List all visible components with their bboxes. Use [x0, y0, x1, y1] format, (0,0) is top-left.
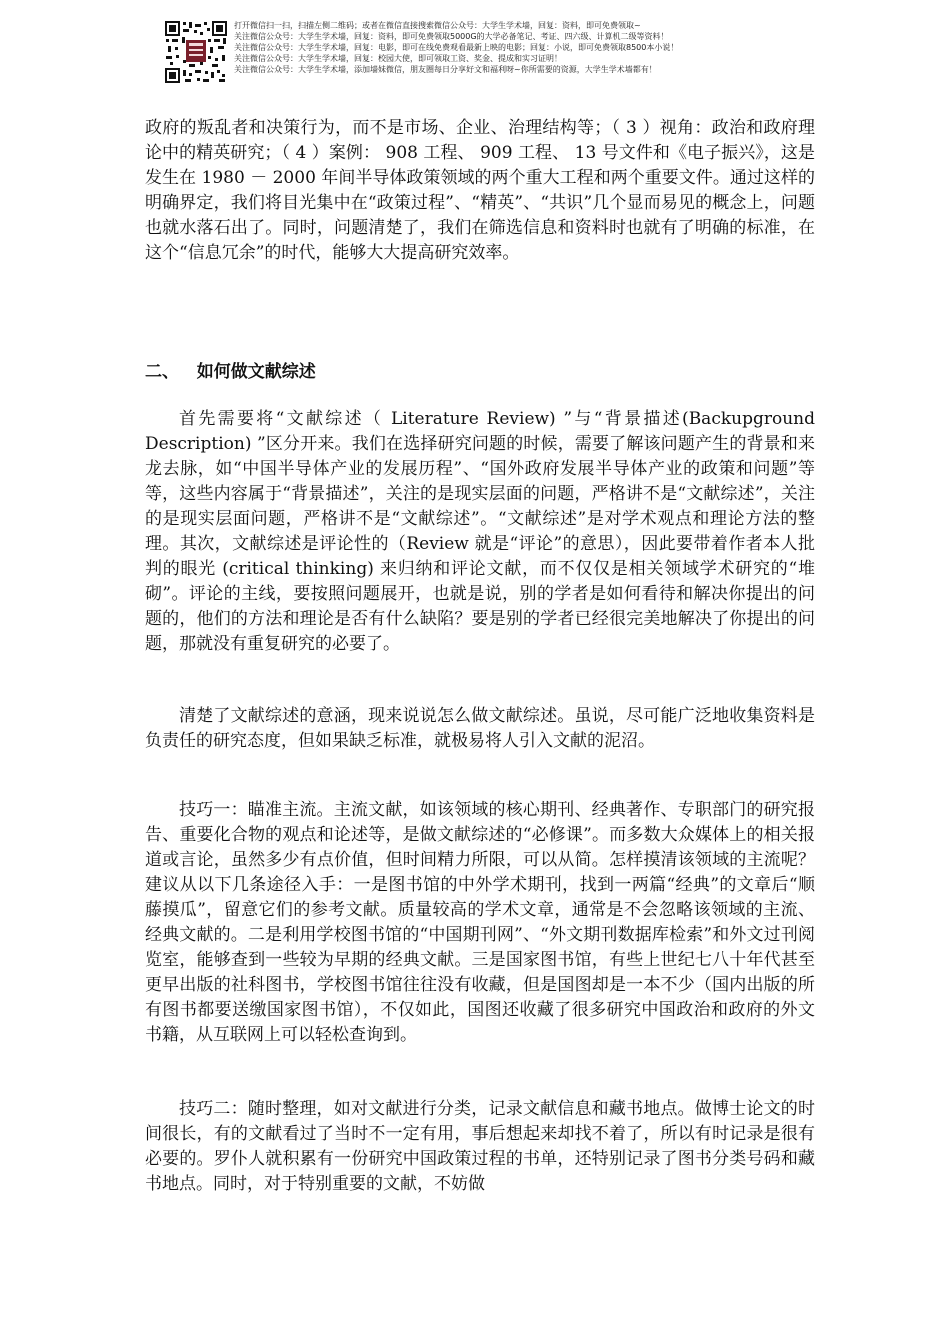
promo-line: 关注微信公众号：大学生学术墙，回复：电影，即可在线免费观看最新上映的电影；回复：小说，即可免费领取8500本小说！: [234, 43, 679, 52]
paragraph-intro: 政府的叛乱者和决策行为，而不是市场、企业、治理结构等；（ 3 ）视角：政治和政府理论中的精英研究；（ 4 ）案例： 908 工程、 909 工程、 13 号文件和《电子振兴》，这是发生在 1980 － 2000 年间半导体政策领域的两个重大工程和两个重要文件。通过这样的明确界定，我们将目光集中在“政策过程”、“精英”、“共识”几个显而易见的概念上，问题也就水落石出了。同时，问题清楚了，我们在筛选信息和资料时也就有了明确的标准，在这个“信息冗余”的时代，能够大大提高研究效率。: [145, 118, 815, 263]
promo-line: 打开微信扫一扫，扫描左侧二维码；或者在微信直接搜索微信公众号：大学生学术墙，回复：资料，即可免费领取~: [234, 21, 641, 30]
promo-line: 关注微信公众号：大学生学术墙，回复：资料，即可免费领取5000G的大学必备笔记、考证、四六级、计算机二级等资料！: [234, 32, 669, 41]
promo-line: 关注微信公众号：大学生学术墙，添加墙妹微信，朋友圈每日分享好文和福利呀~你所需要的资源，大学生学术墙都有！: [234, 65, 657, 74]
paragraph-tip-one: 技巧一：瞄准主流。主流文献，如该领域的核心期刊、经典著作、专职部门的研究报告、重要化合物的观点和论述等，是做文献综述的“必修课”。而多数大众媒体上的相关报道或言论，虽然多少有点价值，但时间精力所限，可以从简。怎样摸清该领域的主流呢？建议从以下几条途径入手：一是图书馆的中外学术期刊，找到一两篇“经典”的文章后“顺藤摸瓜”，留意它们的参考文献。质量较高的学术文章，通常是不会忽略该领域的主流、经典文献的。二是利用学校图书馆的“中国期刊网”、“外文期刊数据库检索”和外文过刊阅览室，能够查到一些较为早期的经典文献。三是国家图书馆，有些上世纪七八十年代甚至更早出版的社科图书，学校图书馆往往没有收藏，但是国图却是一本不少（国内出版的所有图书都要送缴国家图书馆），不仅如此，国图还收藏了很多研究中国政治和政府的外文书籍，从互联网上可以轻松查询到。: [145, 800, 815, 1045]
section-heading: 二、 如何做文献综述: [145, 362, 316, 382]
paragraph-tip-two: 技巧二：随时整理，如对文献进行分类，记录文献信息和藏书地点。做博士论文的时间很长，有的文献看过了当时不一定有用，事后想起来却找不着了，所以有时记录是很有必要的。罗仆人就积累有一份研究中国政策过程的书单，还特别记录了图书分类号码和藏书地点。同时，对于特别重要的文献，不妨做: [145, 1099, 815, 1194]
promo-line: 关注微信公众号：大学生学术墙，回复：校园大使，即可领取工资、奖金、提成和实习证明！: [234, 54, 562, 63]
paragraph-literature-review: 首先需要将“文献综述（ Literature Review) ”与“背景描述(Backupground Description) ”区分开来。我们在选择研究问题的时候，需要了解该问题产生的背景和来龙去脉，如“中国半导体产业的发展历程”、“国外政府发展半导体产业的政策和问题”等等，这些内容属于“背景描述”，关注的是现实层面的问题，严格讲不是“文献综述”，关注的是现实层面问题，严格讲不是“文献综述”。“文献综述”是对学术观点和理论方法的整理。其次，文献综述是评论性的（Review 就是“评论”的意思），因此要带着作者本人批判的眼光 (critical thinking) 来归纳和评论文献，而不仅仅是相关领域学术研究的“堆砌”。评论的主线，要按照问题展开，也就是说，别的学者是如何看待和解决你提出的问题的，他们的方法和理论是否有什么缺陷？要是别的学者已经很完美地解决了你提出的问题，那就没有重复研究的必要了。: [145, 409, 815, 654]
promo-header: [164, 20, 764, 86]
paragraph-how-to: 清楚了文献综述的意涵，现来说说怎么做文献综述。虽说，尽可能广泛地收集资料是负责任的研究态度，但如果缺乏标准，就极易将人引入文献的泥沼。: [145, 706, 815, 751]
qr-code-icon: [164, 20, 228, 84]
